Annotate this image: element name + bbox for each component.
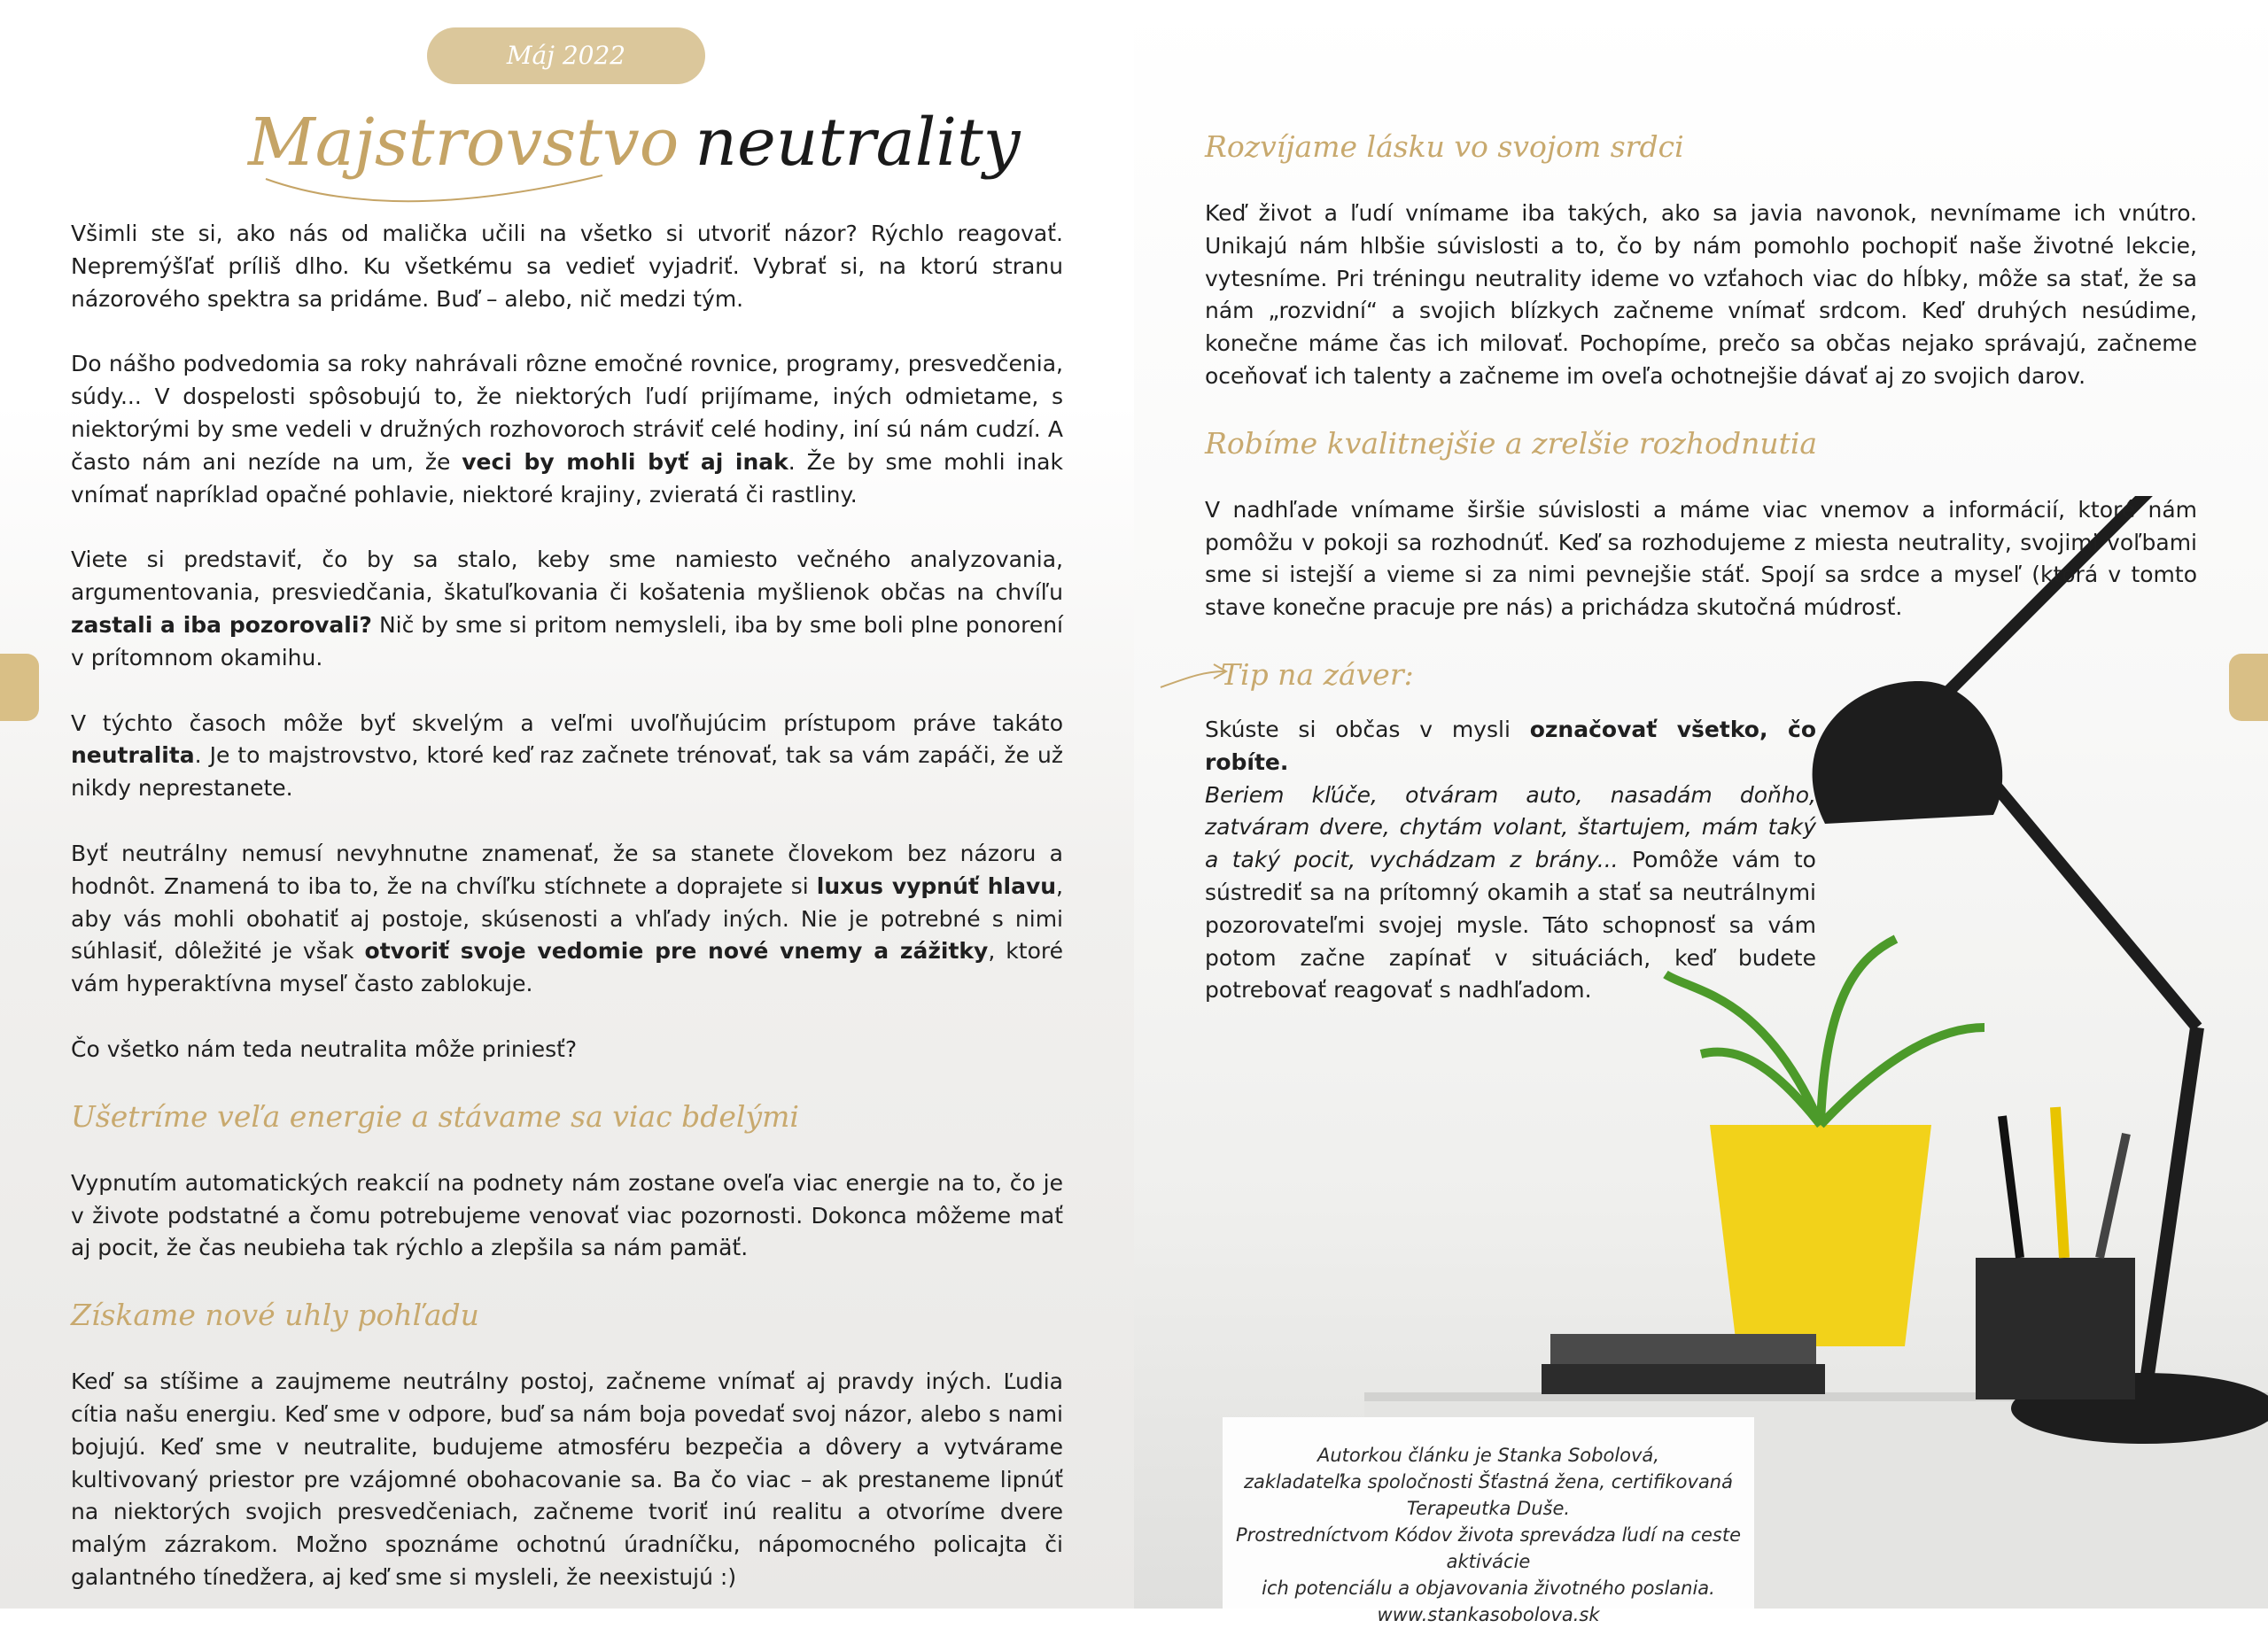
credit-line: Prostredníctvom Kódov života sprevádza ľudí na ceste aktivácie	[1235, 1524, 1741, 1572]
paragraph: V nadhľade vnímame širšie súvislosti a máme viac vnemov a informácií, ktoré nám pomôžu v pokoji sa rozhodnúť. Keď sa rozhodujeme z miesta neutrality, svojimi voľbami sme si istejší a vieme si za nimi pevnejšie stáť. Spojí sa srdce a myseľ (ktorá v tomto stave konečne pracuje pre nás) a prichádza skutočná múdrosť.	[1205, 496, 2197, 621]
paragraph: Čo všetko nám teda neutralita môže priniesť?	[71, 1035, 578, 1062]
arrow-icon	[1159, 661, 1230, 696]
bold-phrase: veci by mohli byť aj inak	[462, 448, 788, 475]
title-part-1: Majstrovstvo	[248, 105, 680, 181]
notebooks-icon	[1542, 1334, 1825, 1394]
paragraph: V týchto časoch môže byť skvelým a veľmi uvoľňujúcim prístupom práve takáto neutralita. Je to majstrovstvo, ktoré keď raz začnete trénovať, tak sa vám zapáči, že už nikdy neprestanete.	[71, 709, 1063, 802]
author-credit	[1223, 1417, 1754, 1625]
bold-phrase: luxus vypnúť hlavu	[816, 872, 1057, 899]
paragraph: Byť neutrálny nemusí nevyhnutne znamenať, že sa stanete človekom bez názoru a hodnôt. Znamená to iba to, že na chvíľku stíchnete a doprajete si luxus vypnúť hlavu, aby vás mohli obohatiť aj postoje, skúsenosti a vhľady iných. Nie je potrebné s nimi súhlasiť, dôležité je však otvoriť svoje vedomie pre nové vnemy a zážitky, ktoré vám hyperaktívna myseľ často zablokuje.	[71, 840, 1063, 997]
left-page	[0, 0, 1134, 1609]
website-link[interactable]: www.stankasobolova.sk	[1377, 1604, 1600, 1625]
section-heading: Robíme kvalitnejšie a zrelšie rozhodnutia	[1205, 425, 1818, 461]
section-heading: Získame nové uhly pohľadu	[71, 1298, 479, 1333]
bold-phrase: otvoriť svoje vedomie pre nové vnemy a zážitky	[364, 938, 989, 965]
title-flourish	[248, 168, 620, 213]
bold-phrase: neutralita	[71, 742, 195, 769]
section-heading: Rozvíjame lásku vo svojom srdci	[1205, 129, 1684, 164]
tip-paragraph: Skúste si občas v mysli označovať všetko, čo robíte. Beriem kľúče, otváram auto, nasadám doňho, zatváram dvere, chytám volant, štartujem, mám taký a taký pocit, vychádzam z brány... Pomôže vám to sústrediť sa na prítomný okamih a stať sa neutrálnymi pozorovateľmi svojej mysle. Táto schopnosť sa vám potom začne zapínať v situáciách, keď budete potrebovať reagovať s nadhľadom.	[1205, 716, 1816, 1004]
paragraph: Vypnutím automatických reakcií na podnety nám zostane oveľa viac energie na to, čo je v živote podstatné a čomu potrebujeme venovať viac pozornosti. Dokonca môžeme mať aj pocit, že čas neubieha tak rýchlo a zlepšila sa nám pamäť.	[71, 1169, 1063, 1261]
section-heading: Ušetríme veľa energie a stávame sa viac bdelými	[71, 1098, 799, 1134]
credit-line: ich potenciálu a objavovania životného poslania.	[1262, 1578, 1715, 1599]
paragraph: Všimli ste si, ako nás od malička učili na všetko si utvoriť názor? Rýchlo reagovať. Nepremýšľať príliš dlho. Ku všetkému sa vedieť vyjadriť. Vybrať si, na ktorú stranu názorového spektra sa pridáme. Buď – alebo, nič medzi tým.	[71, 221, 1063, 312]
title-part-2: neutrality	[695, 105, 1021, 181]
paragraph: Viete si predstaviť, čo by sa stalo, keby sme namiesto večného analyzovania, argumentovania, presviedčania, škatuľkovania či košatenia myšlienok občas na chvíľu zastali a iba pozorovali? Nič by sme si pritom nemysleli, iba by sme boli plne ponorení v prítomnom okamihu.	[71, 547, 1064, 671]
bold-phrase: označovať všetko, čo robíte.	[1205, 716, 1816, 775]
paragraph: Keď život a ľudí vnímame iba takých, ako sa javia navonok, nevnímame ich vnútro. Unikajú nám hlbšie súvislosti a to, čo by nám pomohlo pochopiť naše životné lekcie, vytesníme. Pri tréningu neutrality ideme vo vzťahoch viac do hĺbky, môže sa stať, že sa nám „rozvidní“ a svojich blízkych začneme vnímať srdcom. Keď druhých nesúdime, konečne máme čas ich milovať. Pochopíme, prečo sa občas nejako správajú, začneme oceňovať ich talenty a začneme im oveľa ochotnejšie dávať aj zo svojich darov.	[1205, 200, 2197, 389]
paragraph: Do nášho podvedomia sa roky nahrávali rôzne emočné rovnice, programy, presvedčenia, súdy... V dospelosti spôsobujú to, že niektorých ľudí prijímame, iných odmietame, s niektorými by sme vedeli v družných rozhovoroch stráviť celé hodiny, iní sú nám cudzí. A často nám ani nezíde na um, že veci by mohli byť aj inak. Že by sme mohli inak vnímať napríklad opačné pohlavie, niektoré krajiny, zvieratá či rastliny.	[71, 351, 1063, 508]
right-column	[1205, 129, 2197, 1040]
pencil-holder-icon	[1976, 1107, 2135, 1399]
credit-line: Autorkou článku je Stanka Sobolová,	[1317, 1445, 1659, 1466]
paragraph: Keď sa stíšime a zaujmeme neutrálny postoj, začneme vnímať aj pravdy iných. Ľudia cítia našu energiu. Keď sme v odpore, buď sa nám boja povedať svoj názor, alebo s nami bojujú. Keď sme v neutralite, budujeme atmosféru bezpečia a dôvery a vytvárame kultivovaný priestor pre vzájomné obohacovanie sa. Ba čo viac – ak prestaneme lipnúť na niektorých svojich presvedčeniach, začneme tvoriť inú realitu a otvoríme dvere malým zázrakom. Možno spoznáme ochotnú úradníčku, nápomocného policajta či galantného tínedžera, aj keď sme si mysleli, že neexistujú :)	[71, 1368, 1063, 1590]
credit-line: zakladateľka spoločnosti Šťastná žena, certifikovaná Terapeutka Duše.	[1244, 1471, 1733, 1519]
right-page	[1134, 0, 2268, 1609]
bold-phrase: zastali a iba pozorovali?	[71, 611, 372, 638]
date-label: Máj 2022	[427, 27, 705, 84]
left-column	[71, 218, 1063, 1609]
tip-heading: Tip na záver:	[1221, 656, 1414, 692]
page-edge-tab	[0, 654, 39, 721]
italic-phrase: Beriem kľúče, otváram auto, nasadám doňho, zatváram dvere, chytám volant, štartujem, mám taký a taký pocit, vychádzam z brány...	[1205, 781, 1816, 873]
